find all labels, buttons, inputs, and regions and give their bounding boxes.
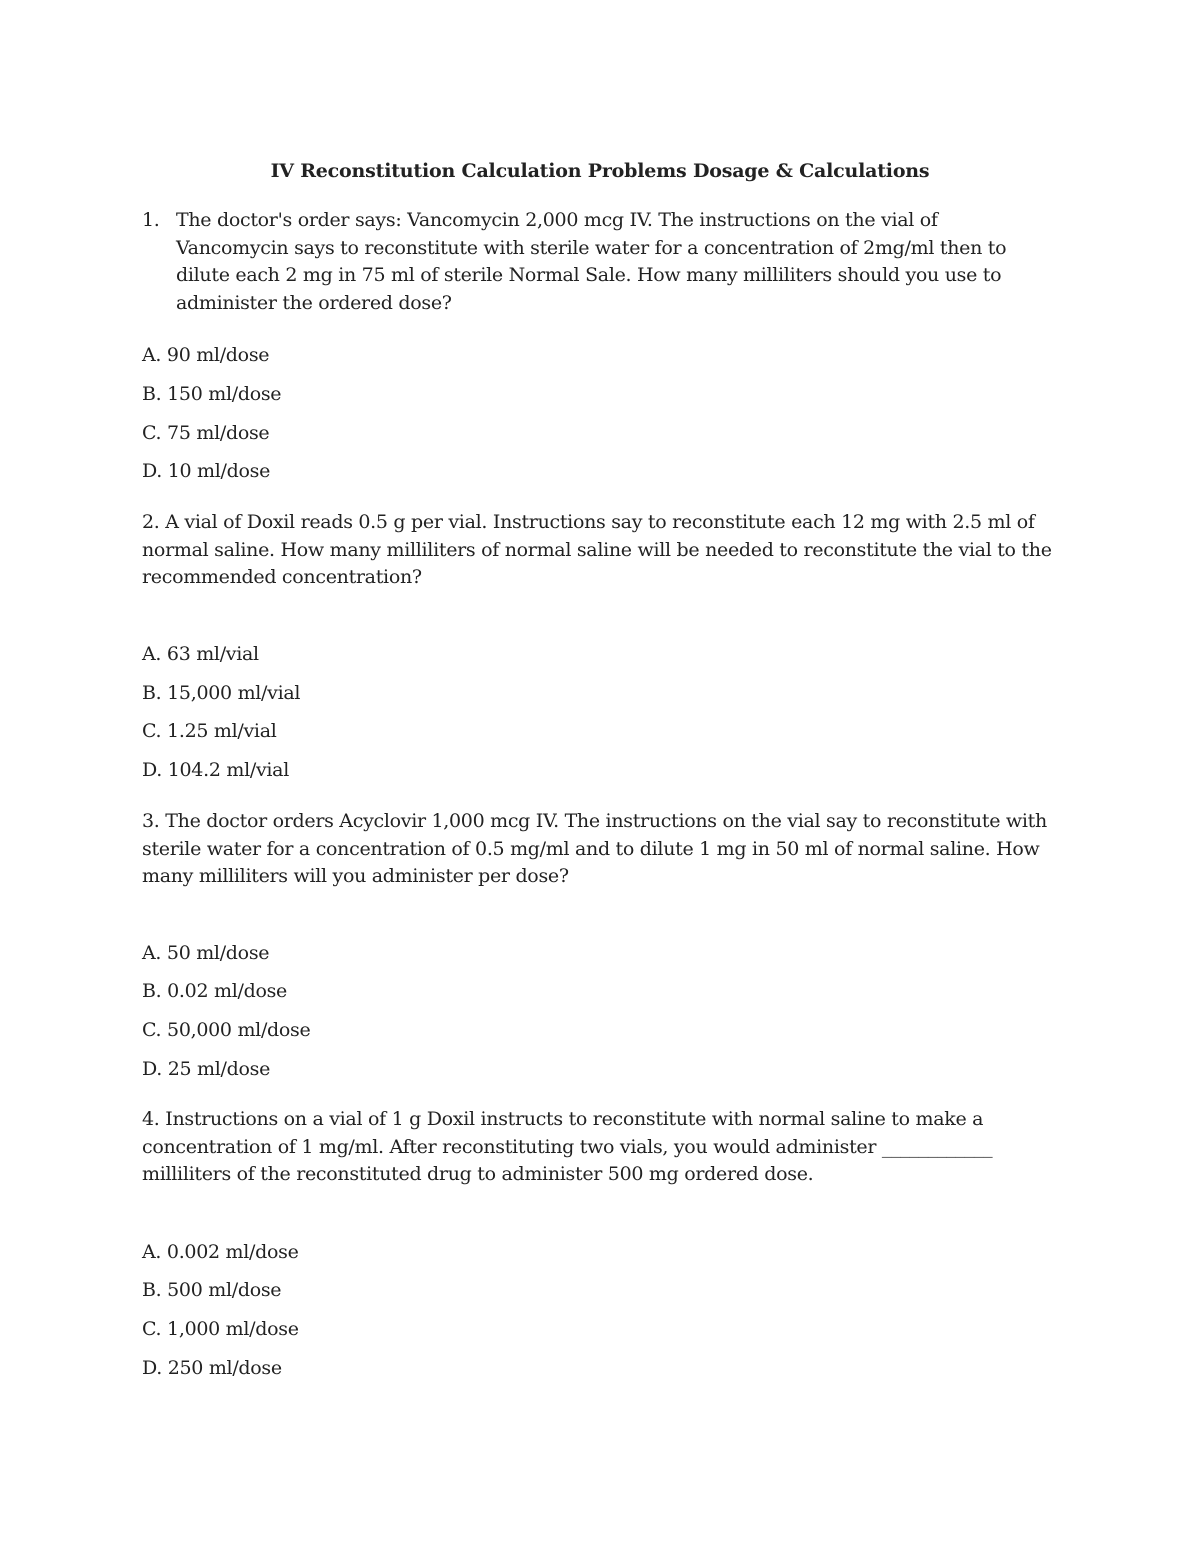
question-2-option-c: C. 1.25 ml/vial [142,720,277,742]
question-3-option-d: D. 25 ml/dose [142,1058,271,1080]
question-4-text: 4. Instructions on a vial of 1 g Doxil instructs to reconstitute with normal saline to make a concentration of 1 mg/ml. After reconstituting two vials, you would administer ____________ milliliters of the reconstituted drug to administer 500 mg ordered dose. [142,1108,993,1185]
question-3-option-b: B. 0.02 ml/dose [142,980,287,1002]
question-4-option-b: B. 500 ml/dose [142,1279,282,1301]
question-1-option-d: D. 10 ml/dose [142,460,271,482]
document-title: IV Reconstitution Calculation Problems Dosage & Calculations [270,160,930,182]
question-2-option-a: A. 63 ml/vial [142,643,259,665]
question-4-option-a: A. 0.002 ml/dose [142,1241,299,1263]
question-3-text: 3. The doctor orders Acyclovir 1,000 mcg IV. The instructions on the vial say to reconstitute with sterile water for a concentration of 0.5 mg/ml and to dilute 1 mg in 50 ml of normal saline. How many milliliters will you administer per dose? [142,810,1047,887]
question-1-number: 1. [142,209,160,231]
question-2-option-d: D. 104.2 ml/vial [142,759,289,781]
question-4-option-d: D. 250 ml/dose [142,1357,282,1379]
question-2-option-b: B. 15,000 ml/vial [142,682,301,704]
question-1-option-a: A. 90 ml/dose [142,344,270,366]
question-1-stem [142,207,1042,317]
question-4-option-c: C. 1,000 ml/dose [142,1318,299,1340]
question-1-option-b: B. 150 ml/dose [142,383,282,405]
question-2-text: 2. A vial of Doxil reads 0.5 g per vial. Instructions say to reconstitute each 12 mg with 2.5 ml of normal saline. How many milliliters of normal saline will be needed to reconstitute the vial to the recommended concentration? [142,511,1052,588]
question-1-text: The doctor's order says: Vancomycin 2,000 mcg IV. The instructions on the vial of Vancomycin says to reconstitute with sterile water for a concentration of 2mg/ml then to dilute each 2 mg in 75 ml of sterile Normal Sale. How many milliliters should you use to administer the ordered dose? [176,209,1007,314]
question-1-option-c: C. 75 ml/dose [142,422,270,444]
question-3-option-c: C. 50,000 ml/dose [142,1019,311,1041]
question-3-option-a: A. 50 ml/dose [142,942,270,964]
